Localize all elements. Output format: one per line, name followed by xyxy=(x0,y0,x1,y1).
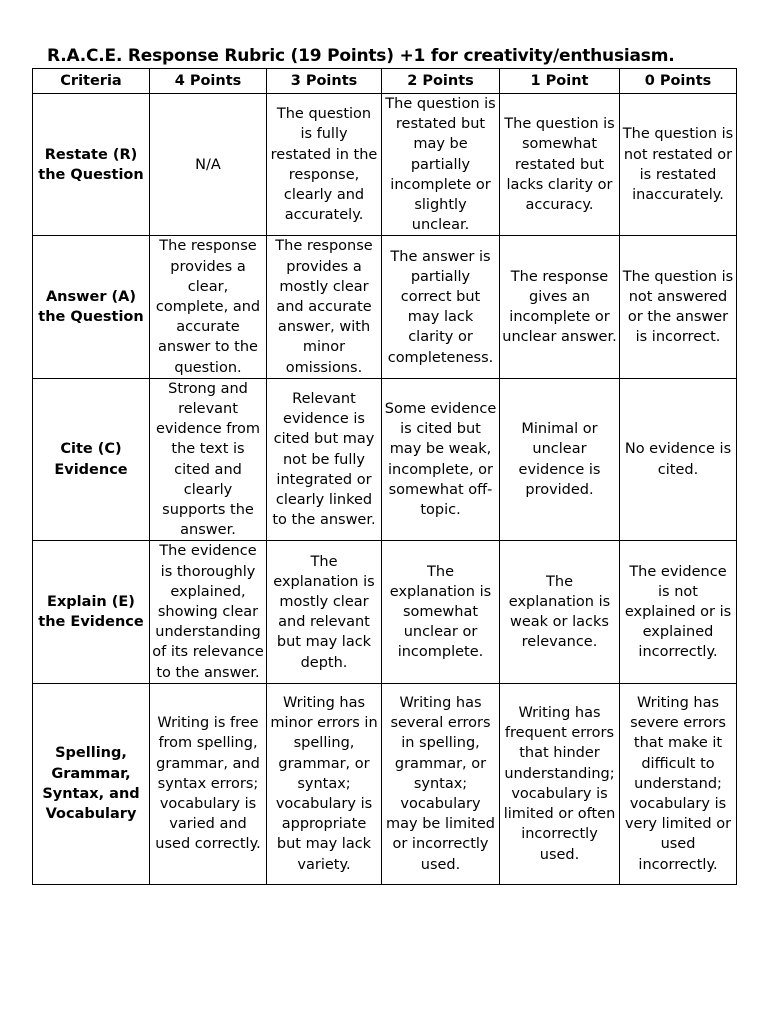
header-4-points: 4 Points xyxy=(150,69,267,94)
header-0-points: 0 Points xyxy=(620,69,737,94)
score-cell-4: The response provides a clear, complete, and accurate answer to the question. xyxy=(150,236,267,378)
header-3-points: 3 Points xyxy=(267,69,382,94)
score-cell-4: Strong and relevant evidence from the text is cited and clearly supports the answer. xyxy=(150,378,267,541)
criteria-cell: Answer (A) the Question xyxy=(33,236,150,378)
score-cell-2: The answer is partially correct but may lack clarity or completeness. xyxy=(382,236,500,378)
score-cell-4: N/A xyxy=(150,94,267,236)
score-cell-3: The explanation is mostly clear and relevant but may lack depth. xyxy=(267,541,382,683)
score-cell-1: Minimal or unclear evidence is provided. xyxy=(500,378,620,541)
rubric-table xyxy=(32,68,737,885)
score-cell-2: The question is restated but may be partially incomplete or slightly unclear. xyxy=(382,94,500,236)
score-cell-0: The question is not answered or the answer is incorrect. xyxy=(620,236,737,378)
table-row-restate xyxy=(33,94,737,236)
score-cell-1: The response gives an incomplete or unclear answer. xyxy=(500,236,620,378)
table-row-answer xyxy=(33,236,737,378)
criteria-cell: Restate (R) the Question xyxy=(33,94,150,236)
criteria-cell: Cite (C) Evidence xyxy=(33,378,150,541)
score-cell-0: The evidence is not explained or is explained incorrectly. xyxy=(620,541,737,683)
score-cell-1: Writing has frequent errors that hinder understanding; vocabulary is limited or often incorrectly used. xyxy=(500,683,620,884)
score-cell-0: The question is not restated or is restated inaccurately. xyxy=(620,94,737,236)
header-criteria: Criteria xyxy=(33,69,150,94)
table-row-cite xyxy=(33,378,737,541)
header-row xyxy=(33,69,737,94)
header-1-point: 1 Point xyxy=(500,69,620,94)
score-cell-1: The explanation is weak or lacks relevance. xyxy=(500,541,620,683)
score-cell-3: The response provides a mostly clear and accurate answer, with minor omissions. xyxy=(267,236,382,378)
score-cell-3: Writing has minor errors in spelling, grammar, or syntax; vocabulary is appropriate but may lack variety. xyxy=(267,683,382,884)
table-row-spelling xyxy=(33,683,737,884)
score-cell-0: Writing has severe errors that make it difficult to understand; vocabulary is very limited or used incorrectly. xyxy=(620,683,737,884)
rubric-title: R.A.C.E. Response Rubric (19 Points) +1 for creativity/enthusiasm. xyxy=(47,46,675,66)
score-cell-2: Writing has several errors in spelling, grammar, or syntax; vocabulary may be limited or incorrectly used. xyxy=(382,683,500,884)
score-cell-0: No evidence is cited. xyxy=(620,378,737,541)
score-cell-4: Writing is free from spelling, grammar, and syntax errors; vocabulary is varied and used correctly. xyxy=(150,683,267,884)
header-2-points: 2 Points xyxy=(382,69,500,94)
criteria-cell: Spelling, Grammar, Syntax, and Vocabulary xyxy=(33,683,150,884)
criteria-cell: Explain (E) the Evidence xyxy=(33,541,150,683)
score-cell-3: Relevant evidence is cited but may not be fully integrated or clearly linked to the answer. xyxy=(267,378,382,541)
score-cell-2: Some evidence is cited but may be weak, incomplete, or somewhat off-topic. xyxy=(382,378,500,541)
table-row-explain xyxy=(33,541,737,683)
score-cell-4: The evidence is thoroughly explained, showing clear understanding of its relevance to the answer. xyxy=(150,541,267,683)
score-cell-3: The question is fully restated in the response, clearly and accurately. xyxy=(267,94,382,236)
score-cell-2: The explanation is somewhat unclear or incomplete. xyxy=(382,541,500,683)
score-cell-1: The question is somewhat restated but lacks clarity or accuracy. xyxy=(500,94,620,236)
